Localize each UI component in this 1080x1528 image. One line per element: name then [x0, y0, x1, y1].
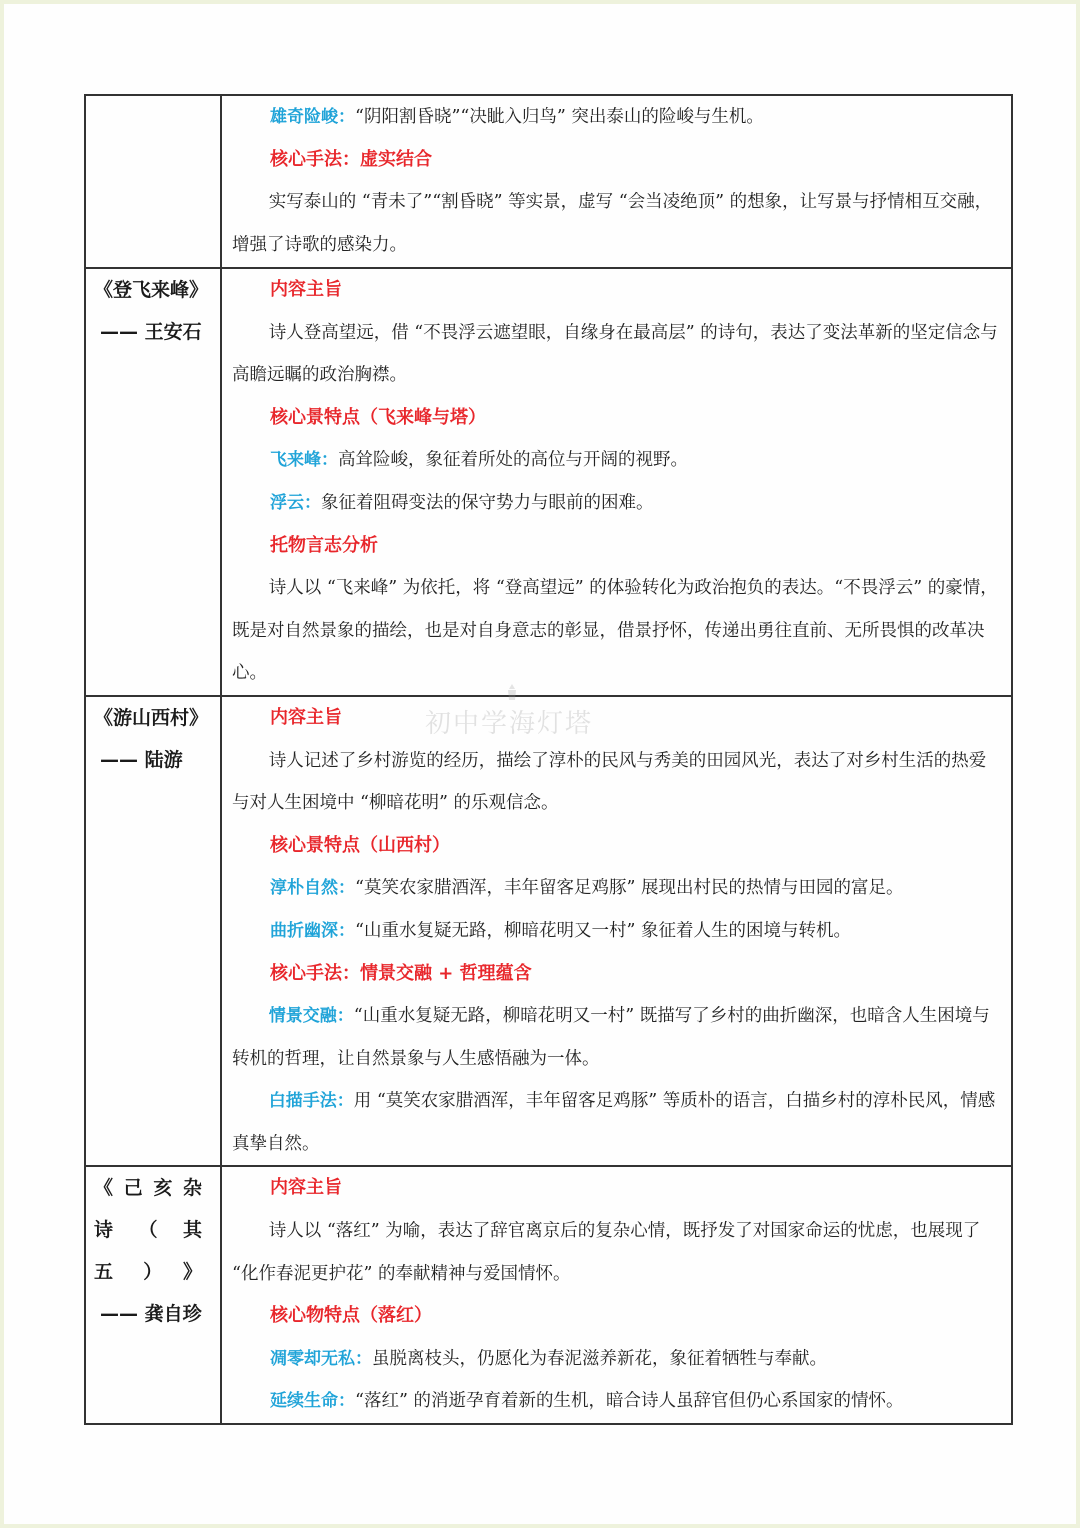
- keyword-text: “莫笑农家腊酒浑，丰年留客足鸡豚” 展现出村民的热情与田园的富足。: [355, 878, 904, 899]
- section-heading: 内容主旨: [270, 1177, 342, 1199]
- section-heading: 核心景特点（飞来峰与塔）: [270, 406, 486, 428]
- keyword-label: 凋零却无私：: [270, 1348, 372, 1369]
- section-heading: 核心景特点（山西村）: [270, 834, 450, 856]
- table-row: [85, 268, 1012, 696]
- keyword-label: 白描手法：: [268, 1091, 354, 1112]
- keyword-text: 用 “莫笑农家腊酒浑，丰年留客足鸡豚” 等质朴的语言，白描乡村的淳朴民风，情感真挚自然。: [232, 1091, 996, 1154]
- content-cell: [221, 1166, 1012, 1424]
- keyword-text: “阴阳割昏晓”“决眦入归鸟” 突出泰山的险峻与生机。: [355, 107, 764, 127]
- keyword-paragraph: [232, 995, 1003, 1080]
- section-heading: 内容主旨: [270, 706, 342, 728]
- poem-author: —— 陆游: [100, 748, 183, 771]
- keyword-text: “山重水复疑无路，柳暗花明又一村” 象征着人生的困境与转机。: [355, 920, 851, 941]
- keyword-text: 高耸险峻，象征着所处的高位与开阔的视野。: [338, 450, 688, 471]
- keyword-label: 淳朴自然：: [270, 878, 355, 899]
- poem-author: —— 龚自珍: [100, 1303, 202, 1326]
- keyword-label: 飞来峰：: [270, 450, 338, 471]
- paragraph: 诗人记述了乡村游览的经历，描绘了淳朴的民风与秀美的田园风光，表达了对乡村生活的热爱与对人生困境中 “柳暗花明” 的乐观信念。: [232, 750, 987, 814]
- keyword-line: [232, 867, 1003, 910]
- keyword-line: [232, 96, 1003, 139]
- keyword-label: 浮云：: [270, 492, 321, 513]
- table-row: [85, 1166, 1012, 1424]
- keyword-label: 情景交融：: [268, 1006, 354, 1027]
- keyword-line: [232, 910, 1003, 953]
- section-heading: 托物言志分析: [270, 534, 378, 556]
- keyword-label: 曲折幽深：: [270, 920, 355, 941]
- keyword-line: [232, 1338, 1003, 1381]
- poem-notes-table: [84, 94, 1013, 1425]
- paragraph: 实写泰山的 “青未了”“割昏晓” 等实景，虚写 “会当凌绝顶” 的想象，让写景与抒情相互交融，增强了诗歌的感染力。: [232, 192, 993, 255]
- poem-title: 《游山西村》: [94, 706, 209, 729]
- section-heading: 内容主旨: [270, 279, 342, 300]
- watermark: 初中学海灯塔: [425, 709, 594, 739]
- content-cell: [221, 268, 1012, 696]
- paragraph: 诗人以 “落红” 为喻，表达了辞官离京后的复杂心情，既抒发了对国家命运的忧虑，也展现了 “化作春泥更护花” 的奉献精神与爱国情怀。: [232, 1221, 981, 1284]
- keyword-line: [232, 482, 1003, 525]
- table-row: [85, 95, 1012, 268]
- keyword-label: 延续生命：: [270, 1391, 355, 1412]
- poem-cell: [85, 95, 221, 268]
- section-heading: 核心手法：情景交融 + 哲理蕴含: [270, 962, 532, 984]
- section-heading: 核心物特点（落红）: [270, 1305, 432, 1327]
- lighthouse-icon: [500, 683, 524, 701]
- keyword-line: [232, 439, 1003, 482]
- poem-title: 《登飞来峰》: [94, 279, 209, 301]
- content-cell: [221, 696, 1012, 1167]
- keyword-text: 虽脱离枝头，仍愿化为春泥滋养新花，象征着牺牲与奉献。: [372, 1348, 827, 1369]
- keyword-label: 雄奇险峻：: [270, 107, 355, 127]
- poem-cell: [85, 268, 221, 696]
- poem-author: —— 王安石: [100, 321, 202, 343]
- keyword-text: “山重水复疑无路，柳暗花明又一村” 既描写了乡村的曲折幽深，也暗含人生困境与转机的哲理，让自然景象与人生感悟融为一体。: [232, 1006, 990, 1069]
- paragraph: 诗人登高望远，借 “不畏浮云遮望眼，自缘身在最高层” 的诗句，表达了变法革新的坚定信念与高瞻远瞩的政治胸襟。: [232, 322, 998, 386]
- poem-cell: [85, 696, 221, 1167]
- section-heading: 核心手法：虚实结合: [270, 148, 432, 170]
- keyword-paragraph: [232, 1080, 1003, 1165]
- poem-cell: [85, 1166, 221, 1424]
- content-cell: [221, 95, 1012, 268]
- table-row: [85, 696, 1012, 1167]
- poem-title: 《己亥杂诗（其五）》: [94, 1177, 212, 1284]
- keyword-line: [232, 1380, 1003, 1423]
- keyword-text: 象征着阻碍变法的保守势力与眼前的困难。: [321, 492, 654, 513]
- keyword-text: “落红” 的消逝孕育着新的生机，暗合诗人虽辞官但仍心系国家的情怀。: [355, 1391, 904, 1412]
- paragraph: 诗人以 “飞来峰” 为依托，将 “登高望远” 的体验转化为政治抱负的表达。“不畏浮云” 的豪情，既是对自然景象的描绘，也是对自身意志的彰显，借景抒怀，传递出勇往直前、无所畏惧的改革决心。: [232, 578, 998, 684]
